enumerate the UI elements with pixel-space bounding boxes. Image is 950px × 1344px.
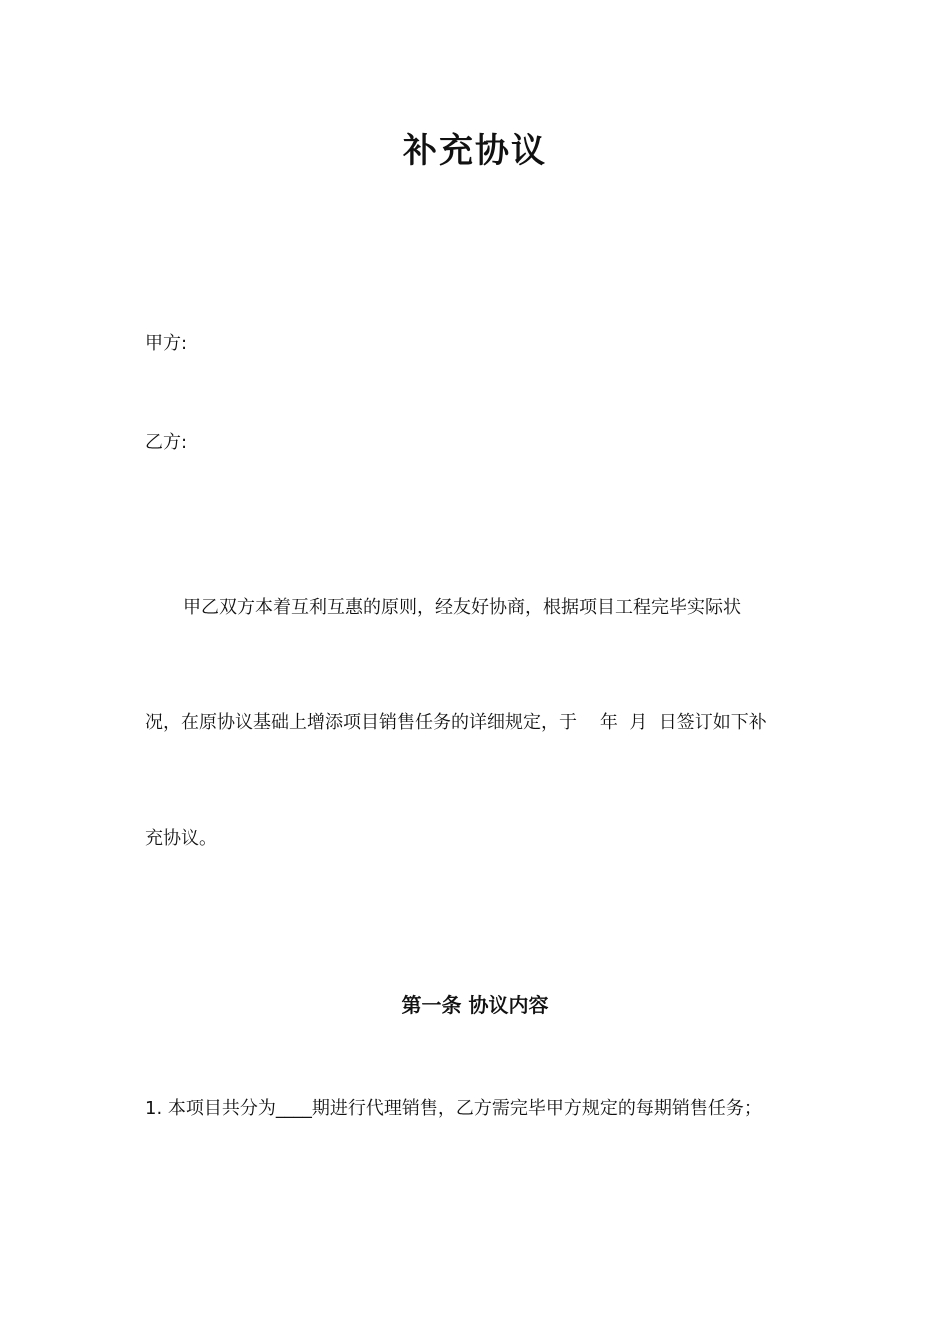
preamble-line-2: 况，在原协议基础上增添项目销售任务的详细规定，于 年 月 日签订如下补 <box>145 712 767 733</box>
party-a-label: 甲方: <box>145 333 188 354</box>
document-title: 补充协议 <box>403 131 547 171</box>
party-b-label: 乙方: <box>145 432 188 453</box>
section-heading: 第一条 协议内容 <box>401 993 549 1017</box>
section-item-1: 1. 本项目共分为____期进行代理销售，乙方需完毕甲方规定的每期销售任务； <box>145 1098 762 1119</box>
preamble-line-3: 充协议。 <box>145 828 217 849</box>
preamble-line-1: 甲乙双方本着互利互惠的原则，经友好协商，根据项目工程完毕实际状 <box>183 597 741 618</box>
